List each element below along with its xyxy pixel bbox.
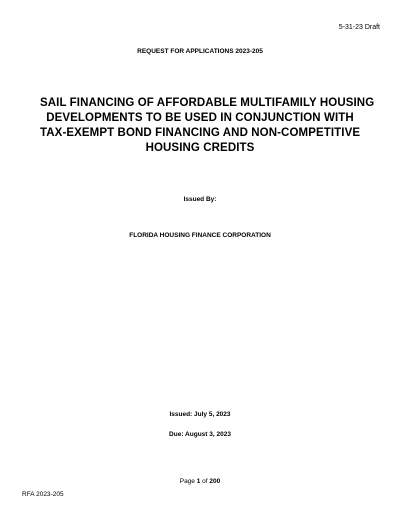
page-of: of [202, 478, 208, 485]
title-line-1: SAIL FINANCING OF AFFORDABLE MULTIFAMILY HOUSING [40, 97, 375, 109]
page-prefix: Page [179, 478, 195, 485]
draft-label: 5-31-23 Draft [338, 24, 380, 31]
issued-date: Issued: July 5, 2023 [169, 411, 231, 418]
title-line-3: TAX-EXEMPT BOND FINANCING AND NON-COMPETITIVE [40, 127, 361, 139]
page-current: 1 [196, 478, 201, 485]
document-title [40, 96, 375, 156]
due-date: Due: August 3, 2023 [169, 431, 231, 438]
issued-by-label: Issued By: [183, 196, 217, 203]
page-total: 200 [209, 478, 221, 485]
rfa-heading: REQUEST FOR APPLICATIONS 2023-205 [137, 48, 263, 55]
issuer-name: FLORIDA HOUSING FINANCE CORPORATION [129, 232, 271, 239]
footer-doc-id: RFA 2023-205 [22, 491, 64, 498]
page-number [0, 478, 400, 485]
title-line-2: DEVELOPMENTS TO BE USED IN CONJUNCTION WITH [46, 112, 354, 124]
title-line-4: HOUSING CREDITS [145, 142, 255, 154]
